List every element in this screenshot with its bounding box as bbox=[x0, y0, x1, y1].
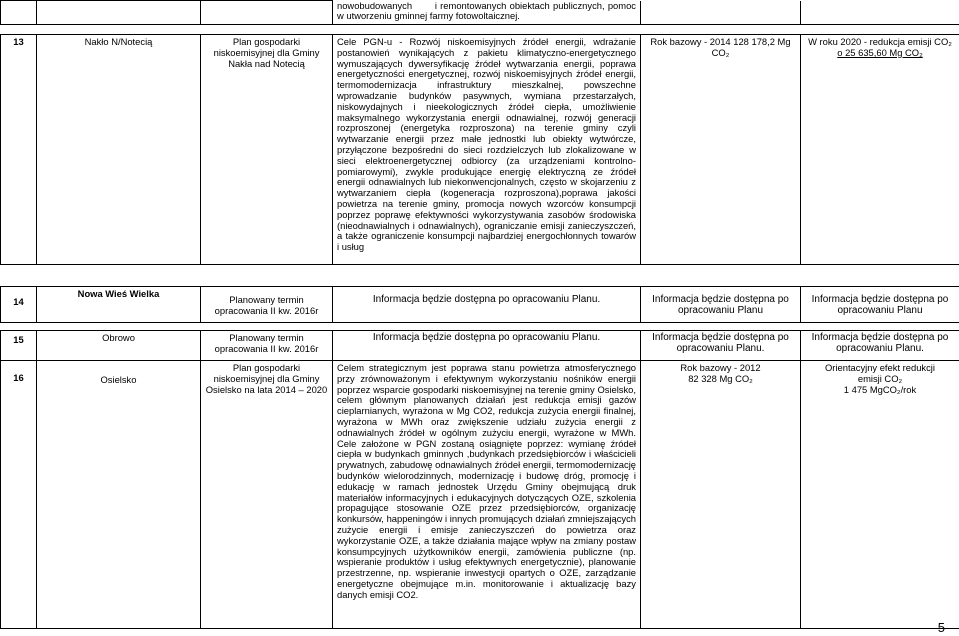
continuation-row bbox=[1, 1, 959, 25]
plan-name: Plan gospodarki niskoemisyjnej dla Gminy Osielsko na lata 2014 – 2020 bbox=[201, 361, 333, 629]
reduction-effect-line: W roku 2020 - redukcja emisji CO₂ bbox=[808, 36, 952, 48]
base-year bbox=[641, 361, 801, 629]
base-year: Rok bazowy - 2014 128 178,2 Mg CO₂ bbox=[641, 35, 801, 265]
row-number: 14 bbox=[1, 287, 37, 323]
base-year-value: 82 328 Mg CO₂ bbox=[688, 372, 753, 384]
municipality-name: Obrowo bbox=[37, 331, 201, 361]
row-number: 13 bbox=[1, 35, 37, 265]
plan-description: Celem strategicznym jest poprawa stanu powietrza atmosferycznego przy zrównoważonym i efektywnym wykorzystaniu nośników energii poprzez wsparcie gospodarki niskoemisyjnej na terenie gminy Osielsko, celem głównym planowanych działań jest redukcja emisji gazów cieplarnianych, wyrażona w Mg CO2, redukcja zużycia energii finalnej, wyrażona w MWh oraz zwiększenie udziału zużycia energii z odnawialnych źródeł w ogólnym zużyciu energii, wyrażone w MWh. Cele założone w PGN zostaną osiągnięte poprzez: wymianę źródeł ciepła w budynkach gminnych ,budynkach przedsiębiorców i właścicieli prywatnych, zabudowę odnawialnych źródeł energii, termomodernizację budynków wielorodzinnych, modernizację i budowę dróg, promocję i edukację w ramach jednostek Urzędu Gminy obejmującą druk materiałów informacyjnych i edukacyjnych dotyczących OZE, szkolenia propagujące stosowanie OZE przez przedsiębiorców, organizację konkursów, happeningów i innych promujących działań zmniejszających zużycie energii i emisje zanieczyszczeń do powietrza oraz wykorzystanie OZE, a także działania mające wpływ na zmiany postaw konsumpcyjnych użytkowników energii, zamówienia publiczne (np. wspieranie produktów i usług efektywnych energetycznie), planowanie przestrzenne, np. wspieranie inwestycji opartych o OZE, zarządzanie energetyczne obejmujące m.in. monitorowanie i aktualizację bazy danych emisji CO2. bbox=[333, 361, 641, 629]
base-year: Informacja będzie dostępna po opracowaniu Planu bbox=[641, 287, 801, 323]
plan-description: Informacja będzie dostępna po opracowaniu Planu. bbox=[333, 331, 641, 361]
reduction-effect-value: o 25 635,60 Mg CO₂ bbox=[837, 46, 923, 58]
plan-name: Plan gospodarki niskoemisyjnej dla Gminy Nakła nad Notecią bbox=[201, 35, 333, 265]
row-number: 16 bbox=[1, 361, 37, 629]
plan-description: Informacja będzie dostępna po opracowaniu Planu. bbox=[333, 287, 641, 323]
continuation-text: nowobudowanych i remontowanych obiektach publicznych, pomoc w utworzeniu gminnej farmy fotowoltaicznej. bbox=[333, 1, 641, 25]
municipality-name: Nowa Wieś Wielka bbox=[37, 287, 201, 323]
row-number: 15 bbox=[1, 331, 37, 361]
plan-description: Cele PGN-u - Rozwój niskoemisyjnych źródeł energii, wdrażanie postanowień wynikających z pakietu klimatyczno-energetycznego wymuszających dywersyfikację źródeł wytwarzania energii, poprawa energetyczności energetycznej, rozwój niskoemisyjnych źródeł energii, termomodernizacja infrastruktury mieszkalnej, powszechne wprowadzanie budynków pasywnych, wymiana przestarzałych, niskowydajnych i nieekologicznych źródeł ciepła, umożliwienie maksymalnego wykorzystania energii odnawialnej, rozwój generacji rozproszonej (energetyka rozproszona) na terenie gminy czyli wytwarzanie energii przez małe jednostki lub obiekty wytwórcze, przyłączone bezpośredni do sieci rozdzielczych lub zlokalizowane w sieci elektroenergetycznej odbiorcy (za urządzeniami kontrolno-pomiarowymi), zwykle produkujące energię elektryczną ze źródeł energii odnawialnych lub niekonwencjonalnych, często w skojarzeniu z wytwarzaniem ciepła (kogeneracja rozproszona),poprawa jakości powietrza na terenie gminy, promocja nowych wzorców konsumpcji poprzez poprawę efektywności wykorzystywania zasobów środowiska (nieodnawialnych i odnawialnych), ograniczanie emisji zanieczyszczeń, a także ograniczenie konsumpcji najbardziej energochłonnych towarów i usług bbox=[333, 35, 641, 265]
reduction-effect bbox=[801, 35, 959, 265]
plan-name: Planowany termin opracowania II kw. 2016r bbox=[201, 287, 333, 323]
table-row bbox=[1, 287, 959, 323]
municipality-name: Nakło N/Notecią bbox=[37, 35, 201, 265]
table-row bbox=[1, 331, 959, 361]
table-row bbox=[1, 35, 959, 265]
reduction-effect-value: 1 475 MgCO₂/rok bbox=[843, 383, 917, 395]
reduction-effect bbox=[801, 361, 959, 629]
municipality-name: Osielsko bbox=[37, 361, 201, 629]
plan-name: Planowany termin opracowania II kw. 2016r bbox=[201, 331, 333, 361]
base-year: Informacja będzie dostępna po opracowaniu Planu. bbox=[641, 331, 801, 361]
reduction-effect: Informacja będzie dostępna po opracowaniu Planu. bbox=[801, 331, 959, 361]
table-row bbox=[1, 361, 959, 629]
reduction-effect-line: emisji CO₂ bbox=[857, 372, 903, 384]
reduction-effect: Informacja będzie dostępna po opracowaniu Planu bbox=[801, 287, 959, 323]
base-year-line: Rok bazowy - 2012 bbox=[680, 362, 761, 374]
reduction-effect-line: Orientacyjny efekt redukcji bbox=[825, 362, 935, 374]
page-number: 5 bbox=[937, 620, 945, 635]
